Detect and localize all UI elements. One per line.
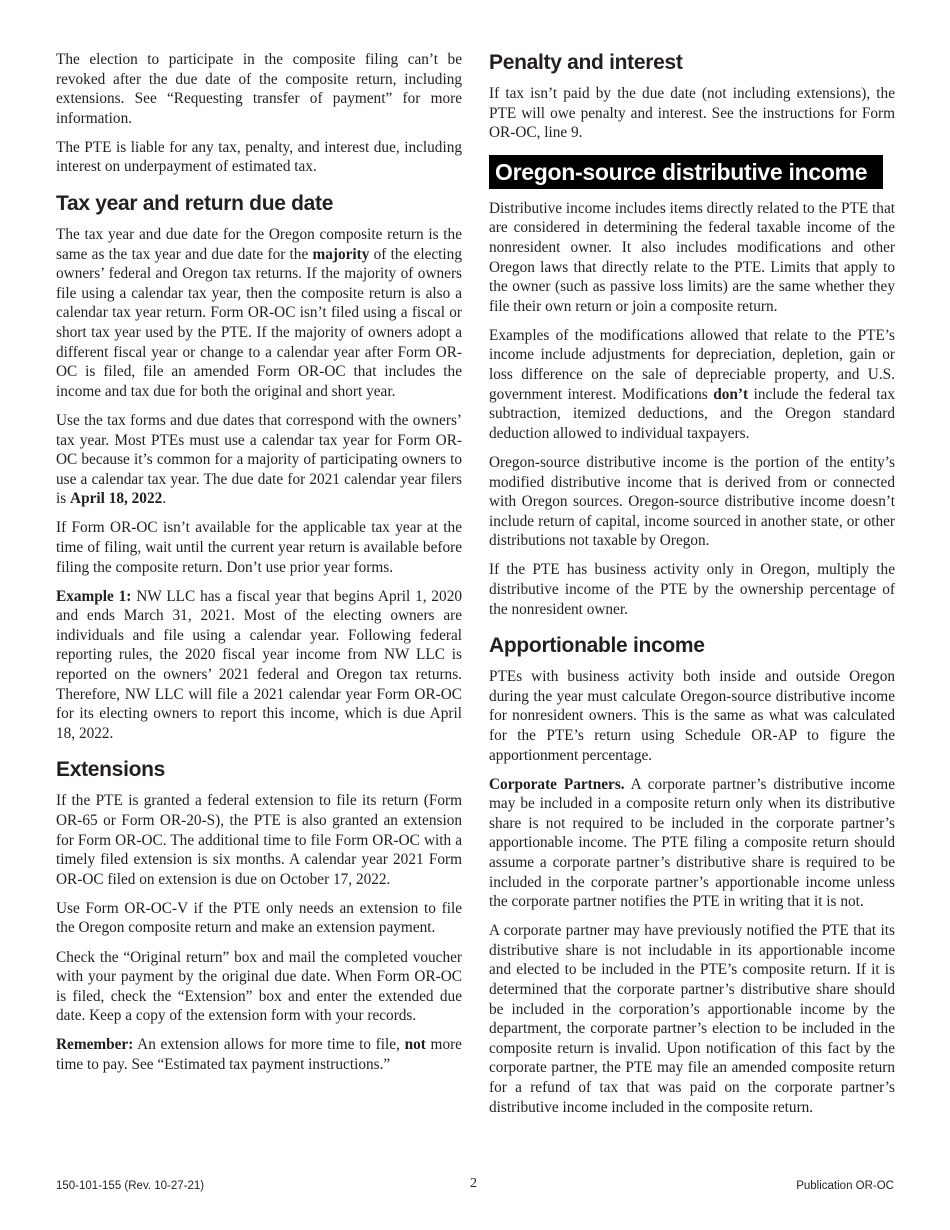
oregon-source-paragraph-1: Distributive income includes items directly related to the PTE that are considered in determining the federal taxable income of the nonresident owner. It also includes modifications and other Oregon laws that directly relate to the PTE. Limits that apply to the owner (such as passive loss limits) are the same whether they file their own return or join a composite return.	[489, 199, 895, 315]
right-column	[489, 50, 895, 1127]
remember-paragraph	[56, 1035, 462, 1074]
oregon-source-paragraph-3: Oregon-source distributive income is the portion of the entity’s modified distributive income that is derived from or connected with Oregon sources. Oregon-source distributive income doesn’t include return of capital, income sourced in another state, or other distributions not taxable by Oregon.	[489, 453, 895, 550]
heading-apportionable-income: Apportionable income	[489, 634, 705, 658]
extensions-paragraph-3: Check the “Original return” box and mail the completed voucher with your payment by the original due date. When Form OR-OC is filed, check the “Extension” box and enter the extended due date. Keep a copy of the extension form with your records.	[56, 948, 462, 1025]
section-heading-oregon-source: Oregon-source distributive income	[489, 155, 883, 189]
corporate-partners-paragraph	[489, 775, 895, 912]
tax-year-paragraph-2	[56, 411, 462, 509]
left-column	[56, 50, 462, 1084]
example-1-text: NW LLC has a fiscal year that begins April 1, 2020 and ends March 31, 2021. Most of the electing owners are individuals and file using a calendar year. Following federal reporting rules, the 2020 fiscal year income from NW LLC is reported on the owners’ 2021 federal and Oregon tax returns. Therefore, NW LLC will file a 2021 calendar year Form OR-OC for its electing owners to report this income, which is due April 18, 2022.	[56, 587, 463, 742]
tax-year-paragraph-3: If Form OR-OC isn’t available for the applicable tax year at the time of filing, wait until the current year return is available before filing the composite return. Don’t use prior year forms.	[56, 519, 462, 576]
example-1-paragraph	[56, 587, 462, 744]
tax-year-paragraph-1	[56, 225, 462, 401]
oregon-source-paragraph-4: If the PTE has business activity only in Oregon, multiply the distributive income of the PTE by the ownership percentage of the nonresident owner.	[489, 561, 895, 618]
corporate-partners-label: Corporate Partners.	[489, 775, 625, 793]
heading-tax-year: Tax year and return due date	[56, 192, 334, 216]
apportionable-paragraph-1: PTEs with business activity both inside and outside Oregon during the year must calculate Oregon-source distributive income for nonresident owners. This is the same as what was calculated for the PTE’s return using Schedule OR-AP to figure the apportionment percentage.	[489, 668, 895, 764]
oregon-source-p2-text-b: include the federal tax subtraction, itemized deductions, and the Oregon standard deduction allowed to individual taxpayers.	[489, 385, 895, 442]
page-number: 2	[470, 1176, 477, 1191]
tax-year-p1-bold: majority	[312, 245, 370, 263]
tax-year-p2-bold: April 18, 2022	[70, 490, 163, 508]
extensions-paragraph-2: Use Form OR-OC-V if the PTE only needs an extension to file the Oregon composite return and make an extension payment.	[56, 899, 462, 937]
tax-year-p1-text-a: The tax year and due date for the Oregon composite return is the same as the tax year and due date for the	[56, 226, 462, 263]
apportionable-paragraph-3: A corporate partner may have previously notified the PTE that its distributive share is not includable in its apportionable income and elected to be included in the PTE’s composite return. If it is determined that the corporate partner’s distributive share should be included in the corporation’s apportionable income by the department, the corporate partner’s election to be included in the composite return is invalid. Upon notification of this fact by the corporate partner, the PTE may file an amended composite return for a refund of tax that was paid on the corporate partner’s distributive income included in the composite return.	[489, 922, 895, 1116]
oregon-source-p2-bold: don’t	[713, 385, 749, 403]
intro-paragraph-2: The PTE is liable for any tax, penalty, and interest due, including interest on underpayment of estimated tax.	[56, 138, 462, 176]
remember-not: not	[404, 1036, 426, 1054]
corporate-partners-text: A corporate partner’s distributive income may be included in a composite return only when its distributive share is not required to be included in the corporate partner’s apportionable income. The PTE filing a composite return should assume a corporate partner’s distributive share is required to be included in the corporate partner’s apportionable income unless the corporate partner notifies the PTE in writing that it is not.	[489, 775, 895, 911]
form-number: 150-101-155 (Rev. 10-27-21)	[56, 1180, 205, 1192]
intro-paragraph-1: The election to participate in the composite filing can’t be revoked after the due date of the composite return, including extensions. See “Requesting transfer of payment” for more information.	[56, 51, 462, 127]
heading-penalty-interest: Penalty and interest	[489, 51, 683, 74]
tax-year-p2-text-b: .	[162, 490, 167, 508]
remember-label: Remember:	[56, 1036, 134, 1054]
heading-extensions: Extensions	[56, 758, 166, 782]
extensions-paragraph-1: If the PTE is granted a federal extension to file its return (Form OR-65 or Form OR-20-S), the PTE is also granted an extension for Form OR-OC. The additional time to file Form OR-OC with a timely filed extension is six months. A calendar year 2021 Form OR-OC filed on extension is due on October 17, 2022.	[56, 792, 462, 888]
example-1-label: Example 1:	[56, 587, 132, 605]
remember-text-b: more time to pay. See “Estimated tax payment instructions.”	[56, 1036, 462, 1074]
penalty-paragraph: If tax isn’t paid by the due date (not including extensions), the PTE will owe penalty and interest. See the instructions for Form OR-OC, line 9.	[489, 85, 895, 142]
tax-year-p1-text-b: of the electing owners’ federal and Oregon tax returns. If the majority of owners file using a calendar tax year, then the composite return is also a calendar tax year return. Form OR-OC isn’t filed using a fiscal or short tax year used by the PTE. If the majority of owners adopt a different fiscal year or change to a calendar year after Form OR-OC is filed, file an amended Form OR-OC that includes the income and tax due for both the original and short year.	[56, 245, 462, 400]
oregon-source-p2-text-a: Examples of the modifications allowed that relate to the PTE’s income include adjustments for depreciation, depletion, gain or loss difference on the sale of depreciable property, and U.S. government interest. Modifications	[489, 326, 895, 403]
publication-name: Publication OR-OC	[796, 1180, 894, 1192]
oregon-source-paragraph-2	[489, 326, 895, 444]
tax-year-p2-text-a: Use the tax forms and due dates that correspond with the owners’ tax year. Most PTEs must use a calendar tax year for Form OR-OC because it’s common for a majority of participating owners to use a calendar tax year. The due date for 2021 calendar year filers is	[56, 411, 462, 508]
remember-text-a: An extension allows for more time to file,	[133, 1036, 405, 1054]
